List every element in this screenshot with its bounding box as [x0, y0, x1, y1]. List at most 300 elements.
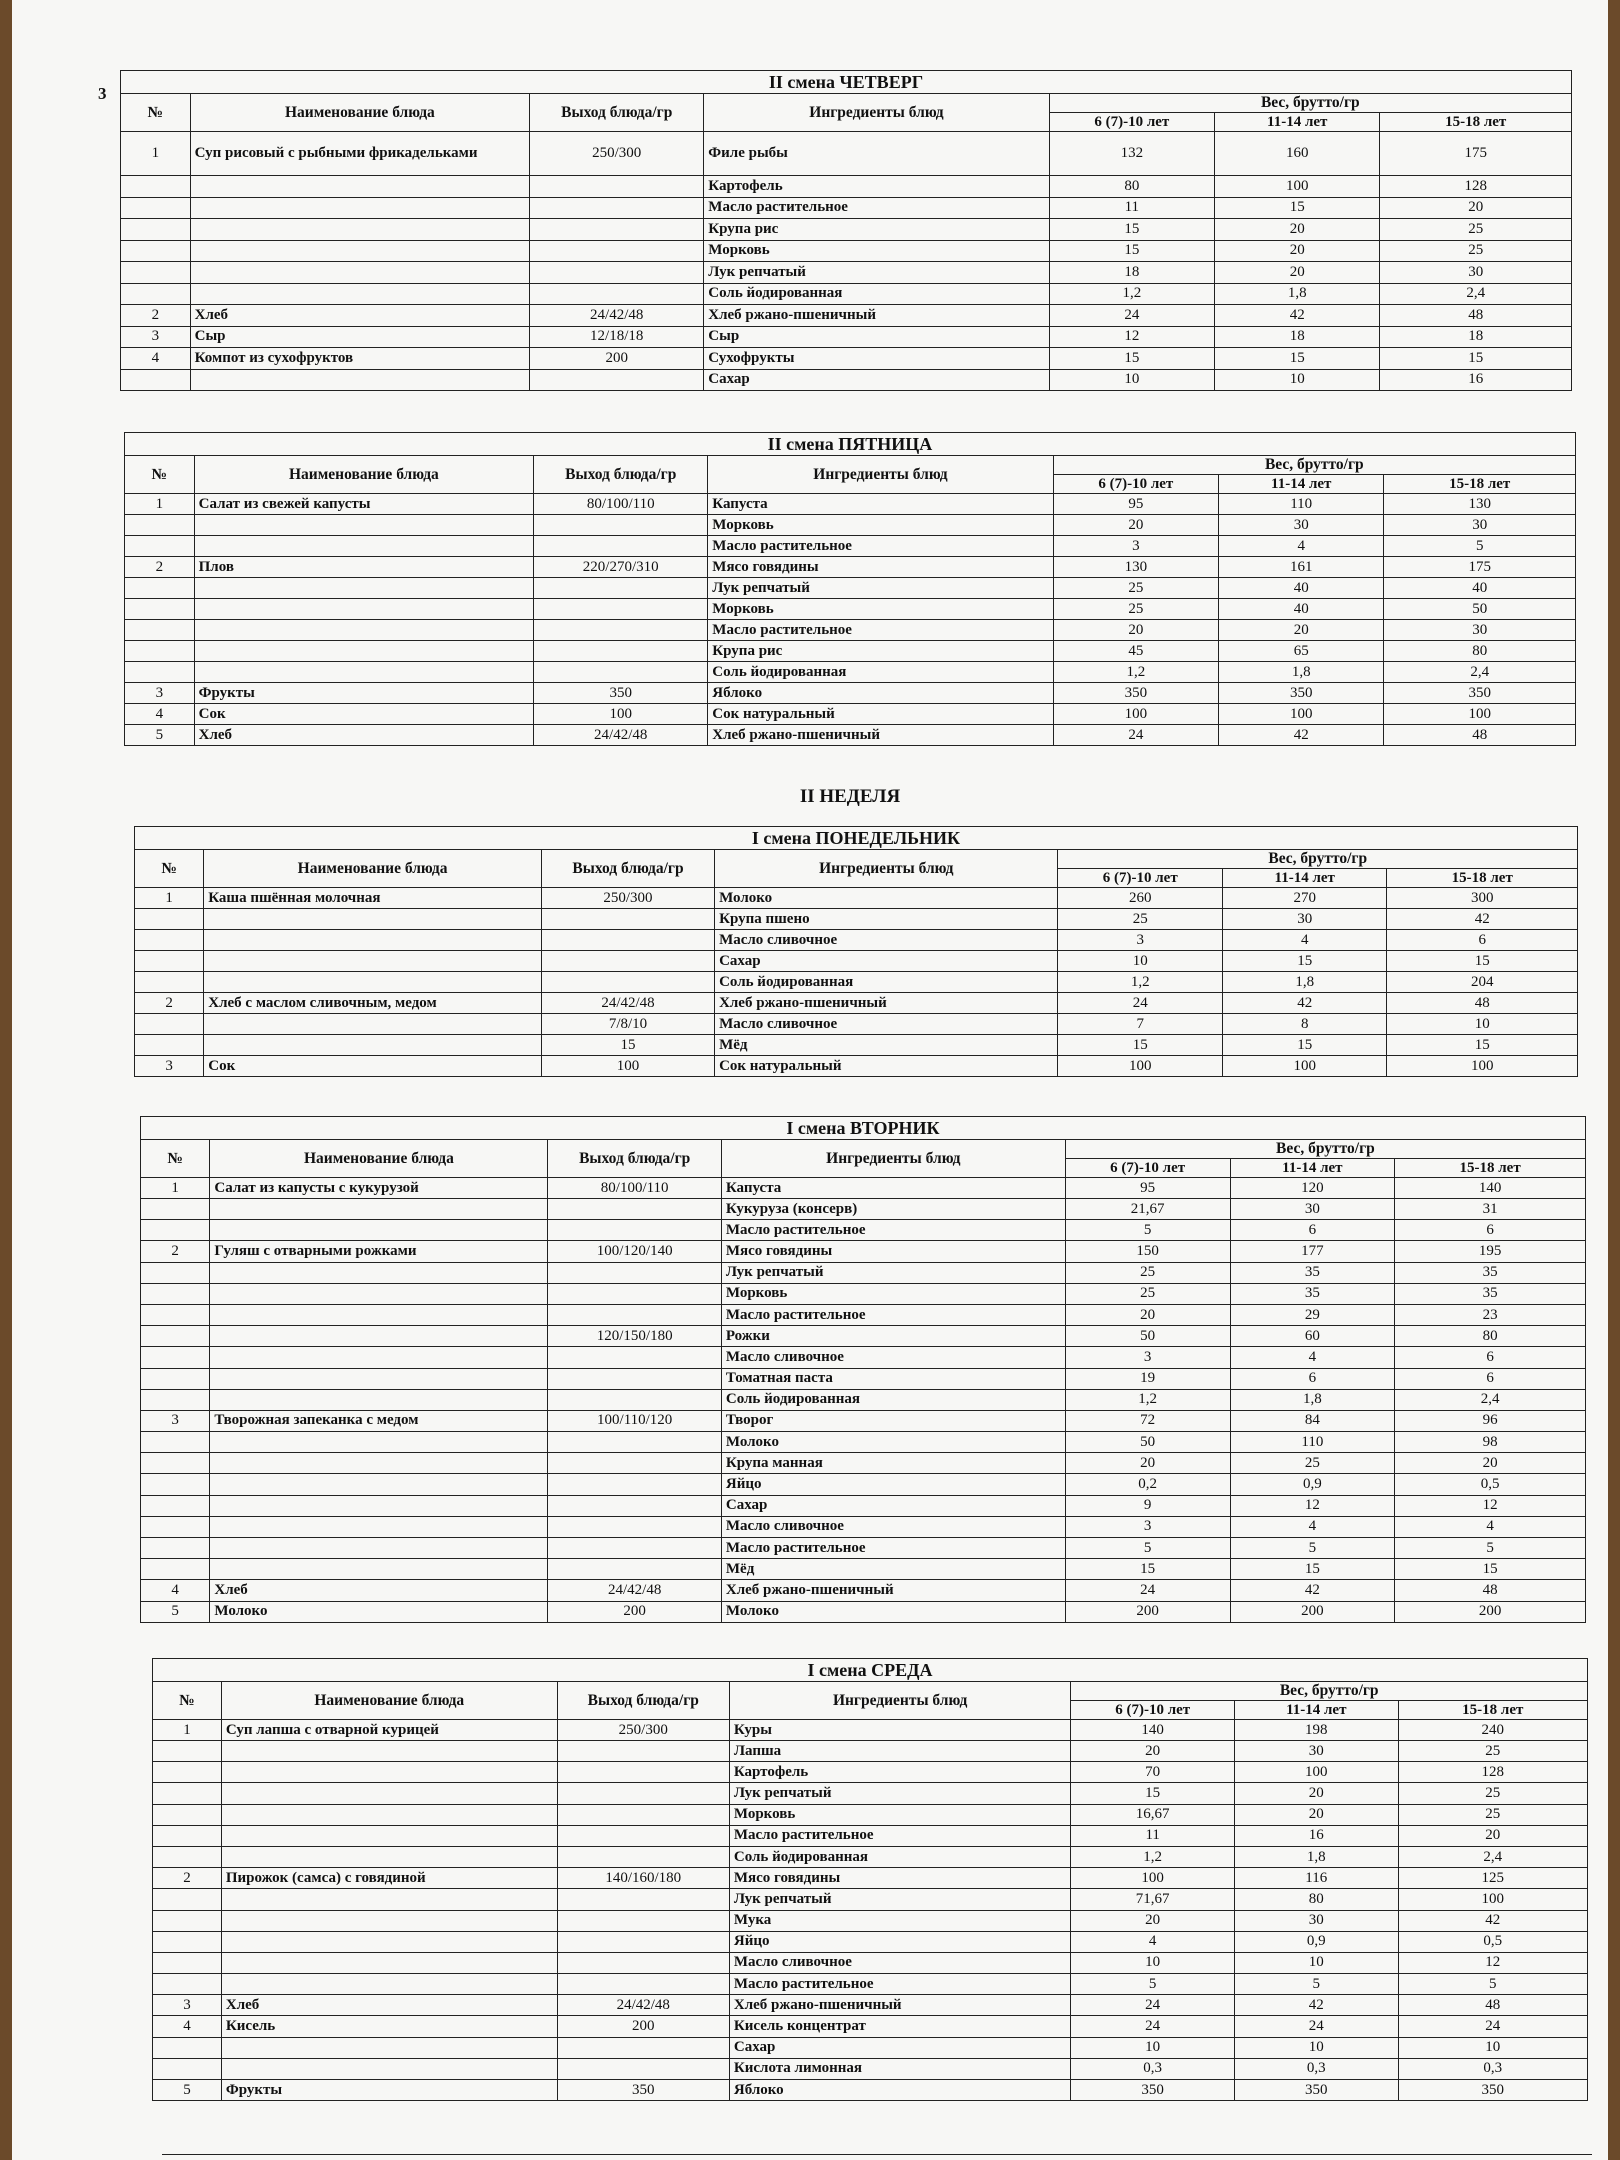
dish-output	[548, 1304, 721, 1325]
weight-age-15-18: 20	[1398, 1825, 1587, 1846]
dish-output	[534, 641, 708, 662]
dish-output: 250/300	[557, 1720, 729, 1741]
dish-output	[534, 620, 708, 641]
weight-age-11-14: 20	[1234, 1783, 1398, 1804]
title-row	[125, 433, 1576, 456]
weight-age-15-18: 25	[1398, 1783, 1587, 1804]
header-age-3: 15-18 лет	[1395, 1159, 1586, 1178]
header-age-3: 15-18 лет	[1384, 475, 1576, 494]
shift-day-title: II смена ЧЕТВЕРГ	[121, 71, 1572, 94]
ingredient-name: Хлеб ржано-пшеничный	[708, 725, 1053, 746]
weight-age-11-14: 29	[1230, 1304, 1395, 1325]
row-number: 2	[153, 1868, 222, 1889]
weight-age-11-14: 0,9	[1230, 1474, 1395, 1495]
weight-age-6-10: 3	[1065, 1516, 1230, 1537]
title-row	[135, 827, 1578, 850]
weight-age-11-14: 20	[1234, 1804, 1398, 1825]
ingredient-name: Масло растительное	[721, 1304, 1065, 1325]
weight-age-11-14: 350	[1234, 2080, 1398, 2101]
weight-age-15-18: 350	[1398, 2080, 1587, 2101]
table-row	[125, 494, 1576, 515]
row-number: 5	[141, 1601, 210, 1622]
weight-age-6-10: 20	[1071, 1910, 1235, 1931]
ingredient-name: Соль йодированная	[721, 1389, 1065, 1410]
weight-age-6-10: 25	[1065, 1262, 1230, 1283]
row-number	[141, 1283, 210, 1304]
ingredient-name: Масло сливочное	[715, 930, 1058, 951]
dish-output	[557, 1804, 729, 1825]
row-number	[135, 1014, 204, 1035]
dish-name	[204, 909, 542, 930]
weight-age-15-18: 100	[1384, 704, 1576, 725]
dish-name	[210, 1453, 548, 1474]
row-number	[153, 2058, 222, 2079]
weight-age-11-14: 4	[1222, 930, 1387, 951]
weight-age-15-18: 2,4	[1398, 1846, 1587, 1867]
dish-name	[194, 536, 534, 557]
weight-age-11-14: 4	[1230, 1347, 1395, 1368]
row-number: 4	[121, 348, 191, 370]
dish-output: 24/42/48	[557, 1995, 729, 2016]
ingredient-name: Капуста	[708, 494, 1053, 515]
weight-age-11-14: 160	[1215, 132, 1380, 176]
weight-age-11-14: 200	[1230, 1601, 1395, 1622]
weight-age-15-18: 12	[1398, 1952, 1587, 1973]
table-row	[141, 1432, 1586, 1453]
row-number	[153, 2037, 222, 2058]
dish-output	[548, 1389, 721, 1410]
weight-age-15-18: 128	[1398, 1762, 1587, 1783]
row-number: 4	[141, 1580, 210, 1601]
dish-name	[190, 197, 530, 219]
table-row	[125, 515, 1576, 536]
weight-age-15-18: 4	[1395, 1516, 1586, 1537]
ingredient-name: Куры	[729, 1720, 1071, 1741]
header-output: Выход блюда/гр	[557, 1682, 729, 1720]
table-row	[141, 1474, 1586, 1495]
table-row	[135, 930, 1578, 951]
week-heading-wrap	[124, 786, 1576, 816]
dish-output: 100/110/120	[548, 1410, 721, 1431]
weight-age-11-14: 100	[1219, 704, 1384, 725]
weight-age-6-10: 11	[1071, 1825, 1235, 1846]
menu-table	[124, 432, 1576, 746]
weight-age-6-10: 15	[1058, 1035, 1223, 1056]
row-number	[135, 951, 204, 972]
weight-age-6-10: 5	[1065, 1538, 1230, 1559]
weight-age-15-18: 350	[1384, 683, 1576, 704]
table-row	[141, 1495, 1586, 1516]
row-number	[141, 1453, 210, 1474]
week-heading: II НЕДЕЛЯ	[799, 786, 901, 807]
weight-age-11-14: 1,8	[1222, 972, 1387, 993]
dish-name: Пирожок (самса) с говядиной	[221, 1868, 557, 1889]
dish-name	[204, 951, 542, 972]
weight-age-6-10: 20	[1065, 1453, 1230, 1474]
ingredient-name: Картофель	[704, 176, 1049, 198]
dish-output	[541, 951, 714, 972]
table-row	[121, 176, 1572, 198]
ingredient-name: Масло сливочное	[721, 1347, 1065, 1368]
header-number: №	[125, 456, 195, 494]
menu-table	[120, 70, 1572, 391]
row-number: 5	[125, 725, 195, 746]
weight-age-15-18: 50	[1384, 599, 1576, 620]
dish-output	[548, 1495, 721, 1516]
weight-age-11-14: 198	[1234, 1720, 1398, 1741]
table-row	[125, 599, 1576, 620]
ingredient-name: Хлеб ржано-пшеничный	[721, 1580, 1065, 1601]
menu-table	[134, 826, 1578, 1077]
table-row	[121, 305, 1572, 327]
weight-age-6-10: 0,2	[1065, 1474, 1230, 1495]
title-row	[141, 1117, 1586, 1140]
table-row	[153, 1762, 1588, 1783]
header-age-1: 6 (7)-10 лет	[1053, 475, 1218, 494]
table-row	[153, 1846, 1588, 1867]
dish-output	[548, 1347, 721, 1368]
dish-name	[210, 1516, 548, 1537]
weight-age-6-10: 12	[1049, 326, 1214, 348]
weight-age-6-10: 15	[1049, 348, 1214, 370]
dish-output: 100/120/140	[548, 1241, 721, 1262]
weight-age-15-18: 42	[1387, 909, 1578, 930]
row-number	[125, 641, 195, 662]
weight-age-11-14: 42	[1230, 1580, 1395, 1601]
dish-name	[194, 599, 534, 620]
weight-age-15-18: 25	[1398, 1804, 1587, 1825]
weight-age-15-18: 80	[1384, 641, 1576, 662]
row-number	[135, 1035, 204, 1056]
table-row	[141, 1178, 1586, 1199]
row-number: 1	[121, 132, 191, 176]
dish-output	[557, 1952, 729, 1973]
row-number	[121, 197, 191, 219]
ingredient-name: Сок натуральный	[715, 1056, 1058, 1077]
dish-name	[194, 662, 534, 683]
dish-name	[210, 1432, 548, 1453]
ingredient-name: Мёд	[715, 1035, 1058, 1056]
weight-age-15-18: 30	[1384, 515, 1576, 536]
shift-day-title: I смена ВТОРНИК	[141, 1117, 1586, 1140]
dish-output	[548, 1516, 721, 1537]
dish-output: 250/300	[541, 888, 714, 909]
dish-output: 7/8/10	[541, 1014, 714, 1035]
dish-output	[548, 1283, 721, 1304]
dish-output	[548, 1538, 721, 1559]
menu-table-monday	[134, 826, 1578, 1077]
dish-name: Плов	[194, 557, 534, 578]
dish-name	[190, 176, 530, 198]
table-row	[135, 951, 1578, 972]
header-weight: Вес, брутто/гр	[1058, 850, 1578, 869]
weight-age-6-10: 24	[1071, 1995, 1235, 2016]
row-number	[153, 1889, 222, 1910]
weight-age-11-14: 30	[1222, 909, 1387, 930]
weight-age-6-10: 25	[1058, 909, 1223, 930]
table-row	[141, 1199, 1586, 1220]
ingredient-name: Творог	[721, 1410, 1065, 1431]
weight-age-11-14: 5	[1230, 1538, 1395, 1559]
weight-age-6-10: 260	[1058, 888, 1223, 909]
weight-age-11-14: 25	[1230, 1453, 1395, 1474]
weight-age-11-14: 35	[1230, 1283, 1395, 1304]
table-row	[141, 1453, 1586, 1474]
weight-age-15-18: 10	[1387, 1014, 1578, 1035]
table-row	[141, 1326, 1586, 1347]
row-number: 2	[121, 305, 191, 327]
header-dish-name: Наименование блюда	[194, 456, 534, 494]
header-output: Выход блюда/гр	[530, 94, 704, 132]
dish-name: Фрукты	[221, 2080, 557, 2101]
weight-age-6-10: 21,67	[1065, 1199, 1230, 1220]
ingredient-name: Молоко	[721, 1601, 1065, 1622]
dish-output: 250/300	[530, 132, 704, 176]
dish-output	[548, 1368, 721, 1389]
header-row	[125, 456, 1576, 475]
dish-output	[534, 578, 708, 599]
row-number	[141, 1304, 210, 1325]
weight-age-11-14: 4	[1219, 536, 1384, 557]
weight-age-6-10: 15	[1049, 219, 1214, 241]
weight-age-15-18: 24	[1398, 2016, 1587, 2037]
weight-age-11-14: 100	[1215, 176, 1380, 198]
weight-age-15-18: 48	[1380, 305, 1572, 327]
weight-age-15-18: 6	[1387, 930, 1578, 951]
dish-name	[221, 1825, 557, 1846]
weight-age-11-14: 30	[1230, 1199, 1395, 1220]
ingredient-name: Морковь	[729, 1804, 1071, 1825]
row-number	[121, 262, 191, 284]
weight-age-6-10: 45	[1053, 641, 1218, 662]
weight-age-15-18: 5	[1384, 536, 1576, 557]
dish-output	[541, 972, 714, 993]
weight-age-6-10: 50	[1065, 1432, 1230, 1453]
weight-age-6-10: 3	[1065, 1347, 1230, 1368]
weight-age-11-14: 24	[1234, 2016, 1398, 2037]
weight-age-11-14: 42	[1219, 725, 1384, 746]
weight-age-15-18: 204	[1387, 972, 1578, 993]
dish-output	[530, 219, 704, 241]
weight-age-11-14: 15	[1215, 197, 1380, 219]
header-age-1: 6 (7)-10 лет	[1071, 1701, 1235, 1720]
dish-name	[221, 1762, 557, 1783]
weight-age-6-10: 15	[1071, 1783, 1235, 1804]
dish-name	[210, 1220, 548, 1241]
shift-day-title: I смена СРЕДА	[153, 1659, 1588, 1682]
ingredient-name: Сухофрукты	[704, 348, 1049, 370]
dish-name	[210, 1347, 548, 1368]
weight-age-11-14: 42	[1222, 993, 1387, 1014]
header-age-3: 15-18 лет	[1398, 1701, 1587, 1720]
row-number: 1	[135, 888, 204, 909]
weight-age-15-18: 31	[1395, 1199, 1586, 1220]
header-dish-name: Наименование блюда	[221, 1682, 557, 1720]
table-row	[135, 888, 1578, 909]
dish-output	[530, 197, 704, 219]
header-dish-name: Наименование блюда	[210, 1140, 548, 1178]
dish-name	[194, 620, 534, 641]
shift-day-title: II смена ПЯТНИЦА	[125, 433, 1576, 456]
table-row	[121, 240, 1572, 262]
dish-output	[548, 1220, 721, 1241]
weight-age-11-14: 15	[1222, 951, 1387, 972]
ingredient-name: Рожки	[721, 1326, 1065, 1347]
weight-age-6-10: 140	[1071, 1720, 1235, 1741]
ingredient-name: Хлеб ржано-пшеничный	[715, 993, 1058, 1014]
weight-age-11-14: 110	[1230, 1432, 1395, 1453]
table-row	[135, 993, 1578, 1014]
weight-age-15-18: 25	[1380, 240, 1572, 262]
table-row	[153, 1910, 1588, 1931]
ingredient-name: Яйцо	[729, 1931, 1071, 1952]
weight-age-15-18: 5	[1398, 1974, 1587, 1995]
weight-age-15-18: 23	[1395, 1304, 1586, 1325]
ingredient-name: Яблоко	[708, 683, 1053, 704]
ingredient-name: Масло растительное	[729, 1825, 1071, 1846]
row-number: 2	[135, 993, 204, 1014]
ingredient-name: Лук репчатый	[704, 262, 1049, 284]
row-number: 2	[125, 557, 195, 578]
row-number: 1	[141, 1178, 210, 1199]
table-row	[141, 1601, 1586, 1622]
weight-age-15-18: 0,5	[1395, 1474, 1586, 1495]
weight-age-11-14: 60	[1230, 1326, 1395, 1347]
header-age-2: 11-14 лет	[1230, 1159, 1395, 1178]
ingredient-name: Лук репчатый	[721, 1262, 1065, 1283]
weight-age-6-10: 1,2	[1065, 1389, 1230, 1410]
ingredient-name: Лапша	[729, 1741, 1071, 1762]
weight-age-15-18: 10	[1398, 2037, 1587, 2058]
header-row	[121, 94, 1572, 113]
dish-name: Каша пшённая молочная	[204, 888, 542, 909]
row-number	[121, 240, 191, 262]
ingredient-name: Яблоко	[729, 2080, 1071, 2101]
header-number: №	[141, 1140, 210, 1178]
weight-age-6-10: 0,3	[1071, 2058, 1235, 2079]
weight-age-6-10: 24	[1065, 1580, 1230, 1601]
ingredient-name: Морковь	[704, 240, 1049, 262]
weight-age-15-18: 175	[1384, 557, 1576, 578]
row-number	[153, 1952, 222, 1973]
weight-age-6-10: 3	[1058, 930, 1223, 951]
ingredient-name: Хлеб ржано-пшеничный	[704, 305, 1049, 327]
dish-output	[557, 1762, 729, 1783]
row-number	[153, 1762, 222, 1783]
dish-output	[557, 1931, 729, 1952]
weight-age-15-18: 15	[1380, 348, 1572, 370]
ingredient-name: Сахар	[704, 369, 1049, 391]
ingredient-name: Мясо говядины	[708, 557, 1053, 578]
menu-table-wednesday	[152, 1658, 1588, 2101]
dish-name: Кисель	[221, 2016, 557, 2037]
row-number	[141, 1262, 210, 1283]
weight-age-6-10: 15	[1049, 240, 1214, 262]
row-number: 5	[153, 2080, 222, 2101]
weight-age-6-10: 25	[1065, 1283, 1230, 1304]
dish-output	[541, 930, 714, 951]
dish-name	[221, 1952, 557, 1973]
weight-age-11-14: 40	[1219, 599, 1384, 620]
row-number	[153, 1846, 222, 1867]
weight-age-11-14: 35	[1230, 1262, 1395, 1283]
ingredient-name: Картофель	[729, 1762, 1071, 1783]
weight-age-6-10: 132	[1049, 132, 1214, 176]
header-row	[153, 1682, 1588, 1701]
row-number: 4	[125, 704, 195, 725]
dish-output	[557, 2037, 729, 2058]
table-row	[153, 1804, 1588, 1825]
weight-age-15-18: 2,4	[1395, 1389, 1586, 1410]
weight-age-11-14: 40	[1219, 578, 1384, 599]
header-row	[135, 850, 1578, 869]
ingredient-name: Масло сливочное	[715, 1014, 1058, 1035]
dish-output	[557, 1825, 729, 1846]
ingredient-name: Капуста	[721, 1178, 1065, 1199]
weight-age-15-18: 20	[1380, 197, 1572, 219]
row-number	[125, 578, 195, 599]
weight-age-11-14: 42	[1234, 1995, 1398, 2016]
table-row	[125, 662, 1576, 683]
weight-age-11-14: 20	[1215, 262, 1380, 284]
ingredient-name: Крупа рис	[704, 219, 1049, 241]
menu-table-friday	[124, 432, 1576, 746]
dish-output	[548, 1432, 721, 1453]
dish-output: 80/100/110	[534, 494, 708, 515]
weight-age-11-14: 100	[1234, 1762, 1398, 1783]
dish-output	[530, 369, 704, 391]
weight-age-11-14: 120	[1230, 1178, 1395, 1199]
dish-name	[190, 219, 530, 241]
ingredient-name: Хлеб ржано-пшеничный	[729, 1995, 1071, 2016]
weight-age-15-18: 128	[1380, 176, 1572, 198]
ingredient-name: Лук репчатый	[708, 578, 1053, 599]
dish-output	[557, 1783, 729, 1804]
dish-name: Суп рисовый с рыбными фрикадельками	[190, 132, 530, 176]
dish-name: Суп лапша с отварной курицей	[221, 1720, 557, 1741]
weight-age-15-18: 48	[1398, 1995, 1587, 2016]
weight-age-15-18: 48	[1395, 1580, 1586, 1601]
dish-name	[194, 578, 534, 599]
dish-output: 200	[530, 348, 704, 370]
weight-age-6-10: 25	[1053, 578, 1218, 599]
ingredient-name: Молоко	[715, 888, 1058, 909]
weight-age-6-10: 1,2	[1049, 283, 1214, 305]
weight-age-11-14: 350	[1219, 683, 1384, 704]
table-row	[125, 704, 1576, 725]
weight-age-15-18: 100	[1398, 1889, 1587, 1910]
ingredient-name: Филе рыбы	[704, 132, 1049, 176]
weight-age-15-18: 30	[1384, 620, 1576, 641]
weight-age-15-18: 195	[1395, 1241, 1586, 1262]
weight-age-11-14: 16	[1234, 1825, 1398, 1846]
table-row	[153, 1889, 1588, 1910]
weight-age-6-10: 350	[1071, 2080, 1235, 2101]
weight-age-11-14: 15	[1222, 1035, 1387, 1056]
row-number	[141, 1432, 210, 1453]
dish-output	[530, 262, 704, 284]
ingredient-name: Крупа рис	[708, 641, 1053, 662]
ingredient-name: Мясо говядины	[721, 1241, 1065, 1262]
ingredient-name: Масло растительное	[721, 1220, 1065, 1241]
table-row	[153, 2037, 1588, 2058]
ingredient-name: Сахар	[715, 951, 1058, 972]
header-ingredients: Ингредиенты блюд	[721, 1140, 1065, 1178]
dish-name	[221, 1910, 557, 1931]
ingredient-name: Масло сливочное	[729, 1952, 1071, 1973]
dish-output: 350	[534, 683, 708, 704]
weight-age-6-10: 7	[1058, 1014, 1223, 1035]
